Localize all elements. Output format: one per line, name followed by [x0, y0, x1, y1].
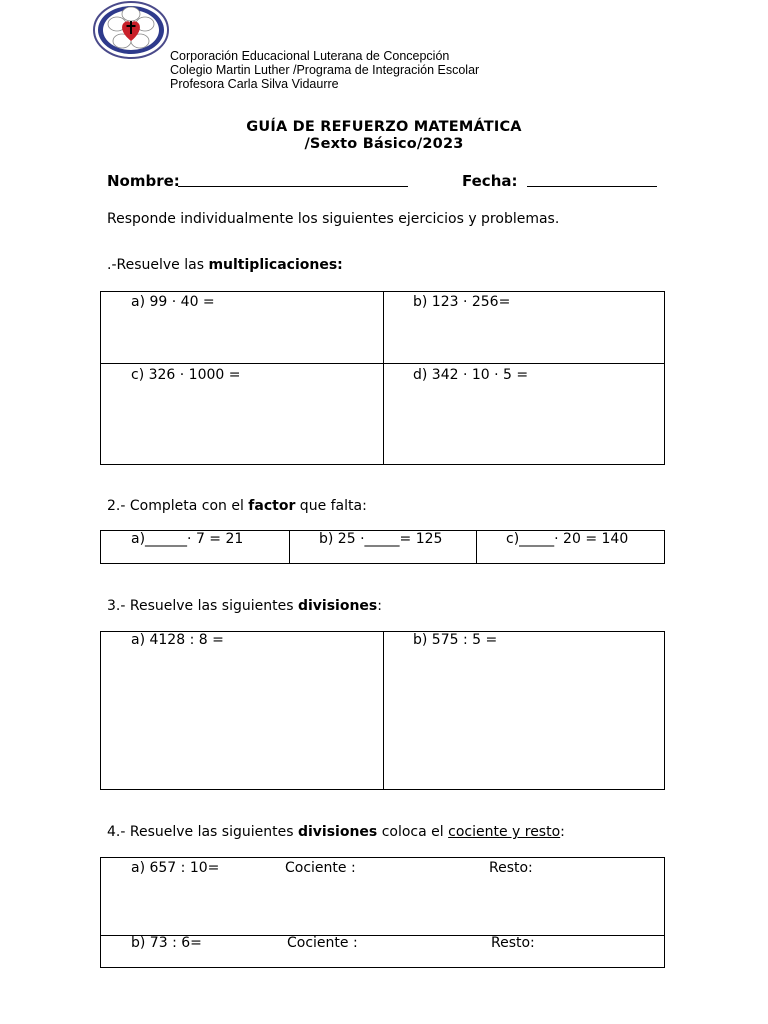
school-logo — [93, 1, 169, 59]
exercise-4a: a) 657 : 10= — [131, 860, 220, 876]
section4-suffix: : — [560, 824, 565, 840]
nombre-field[interactable] — [178, 186, 408, 187]
exercise-1d: d) 342 · 10 · 5 = — [413, 367, 529, 383]
teacher-name: Profesora Carla Silva Vidaurre — [170, 77, 339, 91]
exercise-2b: b) 25 ·_____= 125 — [319, 531, 443, 547]
section4-prefix: 4.- Resuelve las siguientes — [107, 824, 298, 840]
section4-keyword: divisiones — [297, 824, 378, 840]
table-divider — [383, 292, 384, 464]
table-divider — [476, 531, 477, 563]
section2-suffix: que falta: — [295, 498, 367, 514]
table-divider — [383, 632, 384, 789]
fecha-label: Fecha: — [462, 172, 518, 190]
exercise-3a: a) 4128 : 8 = — [131, 632, 224, 648]
section4-keyword2: cociente y resto — [448, 824, 561, 840]
guide-subtitle: /Sexto Básico/2023 — [304, 136, 464, 152]
multiplication-table — [100, 291, 665, 465]
guide-title: GUÍA DE REFUERZO MATEMÁTICA — [246, 119, 522, 135]
exercise-2c: c)_____· 20 = 140 — [506, 531, 629, 547]
institution-name: Corporación Educacional Luterana de Concepción — [170, 49, 450, 63]
section2-prefix: 2.- Completa con el — [107, 498, 249, 514]
resto-label-4b: Resto: — [491, 935, 535, 951]
section3-prefix: 3.- Resuelve las siguientes — [107, 598, 298, 614]
section2-heading — [107, 498, 367, 514]
factor-table — [100, 530, 665, 564]
section1-keyword: multiplicaciones: — [208, 257, 343, 273]
cociente-label-4a: Cociente : — [285, 860, 356, 876]
table-divider — [101, 363, 664, 364]
section3-suffix: : — [377, 598, 382, 614]
resto-label-4a: Resto: — [489, 860, 533, 876]
fecha-field[interactable] — [527, 186, 657, 187]
exercise-1a: a) 99 · 40 = — [131, 294, 215, 310]
section3-keyword: divisiones — [297, 598, 378, 614]
quotient-remainder-table — [100, 857, 665, 968]
exercise-3b: b) 575 : 5 = — [413, 632, 498, 648]
section4-middle: coloca el — [377, 824, 449, 840]
section1-prefix: .-Resuelve las — [107, 257, 209, 273]
instructions-text: Responde individualmente los siguientes ejercicios y problemas. — [107, 211, 560, 227]
section1-heading — [107, 257, 343, 273]
school-program: Colegio Martin Luther /Programa de Integración Escolar — [170, 63, 480, 77]
nombre-label: Nombre: — [107, 172, 180, 190]
cociente-label-4b: Cociente : — [287, 935, 358, 951]
section2-keyword: factor — [248, 498, 296, 514]
exercise-4b: b) 73 : 6= — [131, 935, 202, 951]
exercise-2a: a)______· 7 = 21 — [131, 531, 244, 547]
table-divider — [289, 531, 290, 563]
section3-heading — [107, 598, 382, 614]
division-table — [100, 631, 665, 790]
exercise-1b: b) 123 · 256= — [413, 294, 511, 310]
section4-heading — [107, 824, 565, 840]
exercise-1c: c) 326 · 1000 = — [131, 367, 241, 383]
